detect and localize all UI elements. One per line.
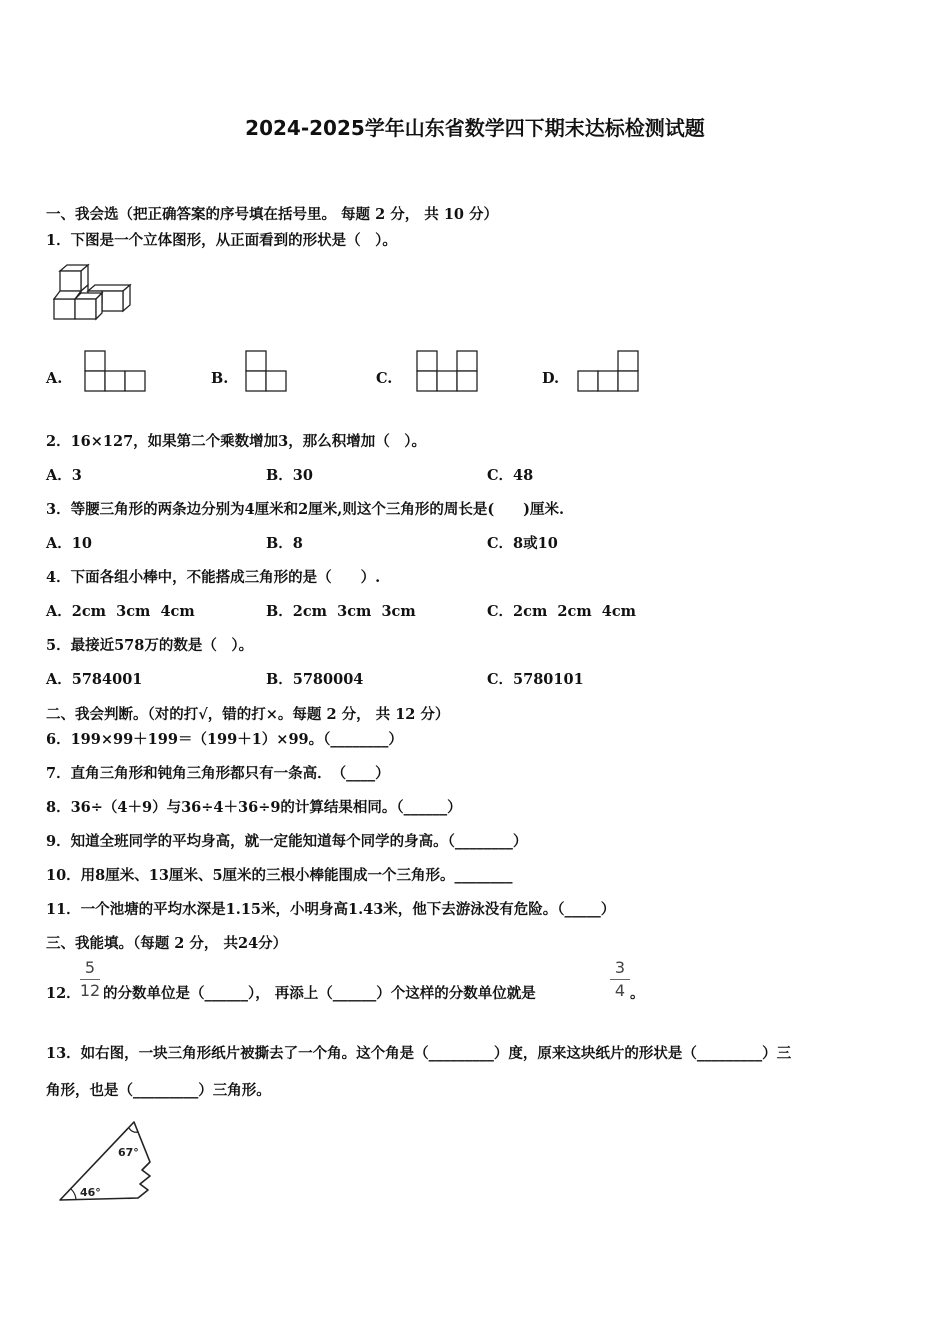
- q1-option-a-label[interactable]: A.: [46, 370, 63, 387]
- question-7: 7．直角三角形和钝角三角形都只有一条高． （____）: [46, 765, 390, 782]
- angle-label-46: 46°: [80, 1186, 101, 1199]
- question-6: 6．199×99＋199＝（199＋1）×99。（________）: [46, 731, 403, 748]
- question-12-text: 的分数单位是（______）， 再添上（______）个这样的分数单位就是: [103, 985, 536, 1002]
- q2-option-c[interactable]: C．48: [487, 467, 534, 484]
- q5-option-a[interactable]: A．5784001: [46, 671, 143, 688]
- fraction-denominator: 4: [614, 981, 626, 1000]
- q3-option-c[interactable]: C．8或10: [487, 535, 558, 552]
- fraction-numerator: 5: [84, 958, 96, 977]
- q1-option-b-label[interactable]: B.: [211, 370, 229, 387]
- fraction-numerator: 3: [614, 958, 626, 977]
- question-13-line-1: 13．如右图，一块三角形纸片被撕去了一个角。这个角是（_________）度，原来这块纸片的形状是（_________）三: [46, 1045, 792, 1062]
- question-10: 10．用8厘米、13厘米、5厘米的三根小棒能围成一个三角形。________: [46, 867, 513, 884]
- q2-option-b[interactable]: B．30: [266, 467, 313, 484]
- question-3: 3．等腰三角形的两条边分别为4厘米和2厘米,则这个三角形的周长是( )厘米.: [46, 501, 565, 518]
- question-13-line-2: 角形，也是（_________）三角形。: [46, 1082, 271, 1099]
- q5-option-c[interactable]: C．5780101: [487, 671, 584, 688]
- q1-option-a-figure: [84, 350, 146, 392]
- solid-figure: [50, 263, 132, 323]
- q1-option-d-label[interactable]: D.: [542, 370, 560, 387]
- question-9: 9．知道全班同学的平均身高，就一定能知道每个同学的身高。（________）: [46, 833, 528, 850]
- fraction-denominator: 12: [79, 981, 101, 1000]
- q1-option-b-figure: [245, 350, 287, 392]
- question-5: 5．最接近578万的数是（ ）。: [46, 637, 254, 654]
- q5-option-b[interactable]: B．5780004: [266, 671, 364, 688]
- q1-option-c-figure: [416, 350, 478, 392]
- question-12-prefix: 12．: [46, 985, 81, 1002]
- q4-option-a[interactable]: A．2cm 3cm 4cm: [46, 603, 195, 620]
- question-11: 11．一个池塘的平均水深是1.15米，小明身高1.43米，他下去游泳没有危险。（_____）: [46, 901, 616, 918]
- question-12-suffix: 。: [630, 985, 645, 1002]
- question-1: 1．下图是一个立体图形，从正面看到的形状是（ ）。: [46, 232, 397, 249]
- q2-option-a[interactable]: A．3: [46, 467, 82, 484]
- section-2-heading: 二、我会判断。（对的打√，错的打×。每题 2 分， 共 12 分）: [46, 706, 450, 723]
- q4-option-b[interactable]: B．2cm 3cm 3cm: [266, 603, 416, 620]
- q1-option-c-label[interactable]: C.: [376, 370, 393, 387]
- angle-label-67: 67°: [118, 1146, 139, 1159]
- q3-option-a[interactable]: A．10: [46, 535, 92, 552]
- q4-option-c[interactable]: C．2cm 2cm 4cm: [487, 603, 637, 620]
- question-4: 4．下面各组小棒中，不能搭成三角形的是（ ）.: [46, 569, 381, 586]
- section-3-heading: 三、我能填。（每题 2 分， 共24分）: [46, 935, 288, 952]
- question-2: 2．16×127，如果第二个乘数增加3，那么积增加（ ）。: [46, 433, 427, 450]
- torn-triangle-figure: [58, 1118, 162, 1204]
- q3-option-b[interactable]: B．8: [266, 535, 303, 552]
- question-8: 8．36÷（4＋9）与36÷4＋36÷9的计算结果相同。（______）: [46, 799, 462, 816]
- section-1-heading: 一、我会选（把正确答案的序号填在括号里。 每题 2 分， 共 10 分）: [46, 206, 499, 223]
- q1-option-d-figure: [577, 350, 639, 392]
- fraction-3-4: [609, 958, 631, 1001]
- page-title: 2024-2025学年山东省数学四下期末达标检测试题: [245, 116, 705, 140]
- fraction-5-12: [79, 958, 101, 1001]
